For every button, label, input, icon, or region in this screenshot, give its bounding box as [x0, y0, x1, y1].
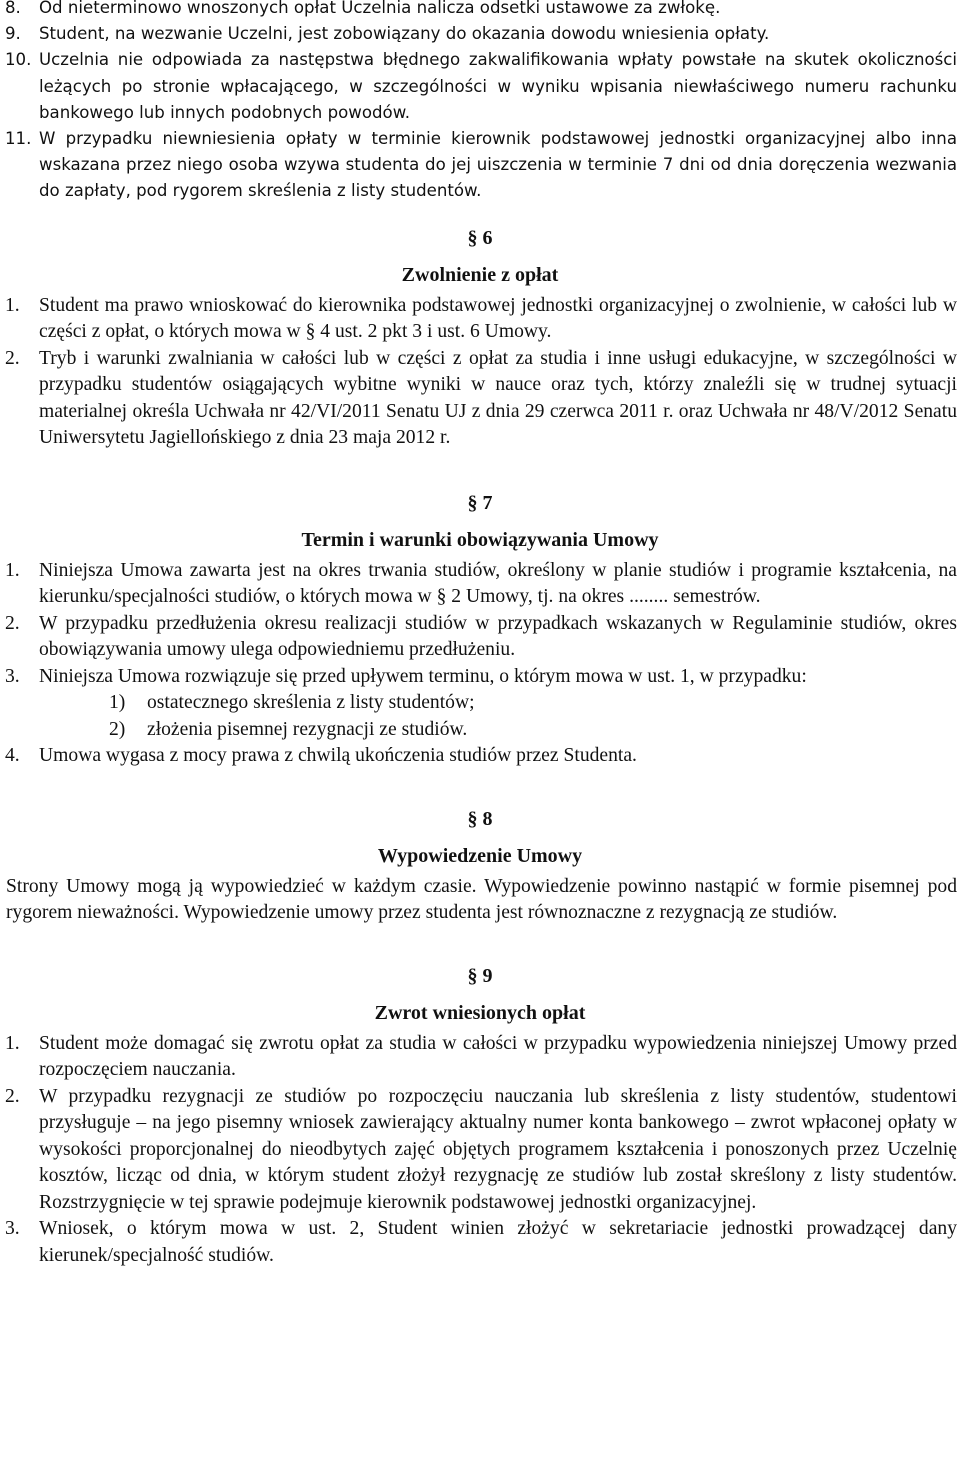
- sub-list-item: [3, 690, 957, 717]
- item-text: ostatecznego skreślenia z listy studentów;: [147, 692, 475, 714]
- item-text: W przypadku niewniesienia opłaty w terminie kierownik podstawowej jednostki organizacyjnej albo inna wskazana przez niego osoba wzywa studenta do jej uiszczenia w terminie 7 dni od dnia doręczenia wezwania do zapłaty, pod rygorem skreślenia z listy studentów.: [39, 129, 957, 201]
- item-text: W przypadku rezygnacji ze studiów po rozpoczęciu nauczania lub skreślenia z listy studentów, studentowi przysługuje – na jego pisemny wniosek zawierający aktualny numer konta bankowego – zwrot wpłaconej opłaty w wysokości proporcjonalnej do nieodbytych zajęć objętych programem kształcenia i ponoszonych przez Uczelnię kosztów, licząc od dnia, w którym student złożył rezygnację ze studiów lub został skreślony z listy studentów. Rozstrzygnięcie w tej sprawie podejmuje kierownik podstawowej jednostki organizacyjnej.: [39, 1085, 957, 1213]
- section-number: § 7: [467, 491, 493, 514]
- list-item: [3, 1216, 957, 1269]
- item-number: 8.: [5, 0, 21, 17]
- section-title: Zwrot wniesionych opłat: [374, 1001, 586, 1024]
- item-number: 3.: [5, 665, 20, 687]
- item-text: Umowa wygasa z mocy prawa z chwilą ukończenia studiów przez Studenta.: [39, 745, 637, 767]
- list-item: [3, 293, 957, 346]
- list-item: [3, 1031, 957, 1084]
- sub-list-item: [3, 717, 957, 744]
- section-9: [3, 953, 957, 1270]
- item-number: 3.: [5, 1218, 20, 1240]
- section-6: [3, 215, 957, 452]
- item-text: Niniejsza Umowa rozwiązuje się przed upływem terminu, o którym mowa w ust. 1, w przypadku:: [39, 665, 807, 687]
- item-number: 2): [109, 718, 126, 740]
- item-number: 2.: [5, 347, 20, 369]
- list-item: [3, 558, 957, 611]
- item-text: Wniosek, o którym mowa w ust. 2, Student winien złożyć w sekretariacie jednostki prowadzącej dany kierunek/specjalność studiów.: [39, 1218, 957, 1266]
- item-text: Od nieterminowo wnoszonych opłat Uczelnia nalicza odsetki ustawowe za zwłokę.: [39, 0, 721, 17]
- section-title: Zwolnienie z opłat: [401, 263, 559, 286]
- section-7: [3, 480, 957, 770]
- item-number: 2.: [5, 612, 20, 634]
- section-title: Termin i warunki obowiązywania Umowy: [301, 528, 659, 551]
- item-text: złożenia pisemnej rezygnacji ze studiów.: [147, 718, 468, 740]
- list-item: [3, 1084, 957, 1217]
- item-text: Uczelnia nie odpowiada za następstwa błędnego zakwalifikowania wpłaty powstałe na skutek okoliczności leżących po stronie wpłacającego, w szczególności w wyniku wpisania niewłaściwego numeru rachunku bankowego lub innych podobnych powodów.: [39, 50, 957, 122]
- item-text: Student ma prawo wnioskować do kierownika podstawowej jednostki organizacyjnej o zwolnienie, w całości lub w części z opłat, o których mowa w § 4 ust. 2 pkt 3 i ust. 6 Umowy.: [39, 294, 957, 343]
- item-number: 1.: [5, 559, 20, 581]
- section-number: § 9: [467, 964, 493, 987]
- item-text: Student może domagać się zwrotu opłat za studia w całości w przypadku wypowiedzenia niniejszej Umowy przed rozpoczęciem nauczania.: [39, 1032, 957, 1081]
- item-text: Tryb i warunki zwalniania w całości lub w części z opłat za studia i inne usługi edukacyjne, w szczególności w przypadku studentów osiągających wybitne wyniki w nauce oraz tych, którzy znaleźli się w trudnej sytuacji materialnej określa Uchwała nr 42/VI/2011 Senatu UJ z dnia 29 czerwca 2011 r. oraz Uchwała nr 48/V/2012 Senatu Uniwersytetu Jagiellońskiego z dnia 23 maja 2012 r.: [39, 347, 957, 449]
- item-number: 1.: [5, 1032, 20, 1054]
- list-item: [3, 611, 957, 664]
- item-text: Niniejsza Umowa zawarta jest na okres trwania studiów, określony w planie studiów i programie kształcenia, na kierunku/specjalności studiów, o których mowa w § 2 Umowy, tj. na okres ........ semestrów.: [39, 559, 957, 608]
- item-number: 10.: [5, 50, 32, 70]
- section-number: § 8: [467, 807, 493, 830]
- list-item: [3, 21, 957, 47]
- section-paragraph: Strony Umowy mogą ją wypowiedzieć w każdym czasie. Wypowiedzenie powinno nastąpić w formie pisemnej pod rygorem nieważności. Wypowiedzenie umowy przez studenta jest równoznaczne z rezygnacją ze studiów.: [6, 875, 957, 924]
- item-number: 4.: [5, 745, 20, 767]
- section-number: § 6: [467, 226, 493, 249]
- item-number: 2.: [5, 1085, 20, 1107]
- block-fees-items: [3, 0, 957, 205]
- list-item: [3, 346, 957, 452]
- list-item: [3, 743, 957, 770]
- item-number: 11.: [5, 129, 32, 149]
- list-item: [3, 126, 957, 205]
- item-text: Student, na wezwanie Uczelni, jest zobowiązany do okazania dowodu wniesienia opłaty.: [39, 24, 770, 44]
- list-item: [3, 47, 957, 126]
- item-number: 1): [109, 692, 126, 714]
- list-item: [3, 664, 957, 691]
- section-title: Wypowiedzenie Umowy: [377, 844, 583, 867]
- item-text: W przypadku przedłużenia okresu realizacji studiów w przypadkach wskazanych w Regulaminie studiów, okres obowiązywania umowy ulega odpowiedniemu przedłużeniu.: [39, 612, 957, 661]
- section-8: [3, 796, 957, 927]
- item-number: 9.: [5, 24, 21, 44]
- item-number: 1.: [5, 294, 20, 316]
- list-item: [3, 0, 957, 21]
